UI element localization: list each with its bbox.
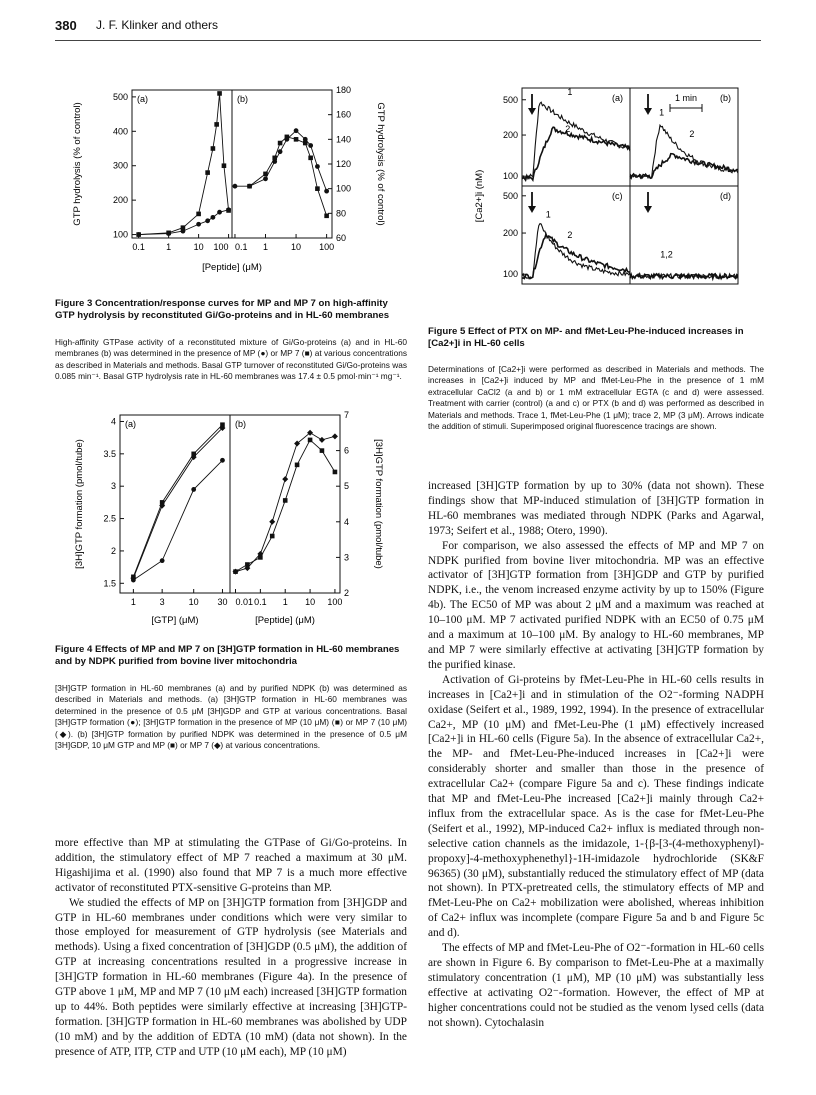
x-tick-label: 1 [282, 597, 288, 607]
data-point [269, 519, 275, 525]
data-point [278, 141, 283, 146]
data-point [315, 164, 320, 169]
data-point [282, 476, 288, 482]
x-tick-label: 10 [193, 242, 204, 252]
fig3-panel-a-label: (a) [137, 94, 148, 104]
fig5-panel [503, 87, 630, 186]
y-tick-label: 60 [336, 233, 347, 243]
series-line [250, 137, 327, 216]
figure3-chart [60, 80, 390, 280]
data-point [308, 156, 313, 161]
stimulus-arrow-icon [644, 206, 652, 213]
trace-label: 2 [565, 124, 571, 135]
y-tick-label: 5 [344, 481, 350, 492]
data-point [294, 128, 299, 133]
data-point [160, 558, 165, 563]
stimulus-arrow-icon [528, 206, 536, 213]
fig5-panel-label: (c) [612, 191, 623, 201]
data-point [217, 91, 222, 96]
body-paragraph: The effects of MP and fMet-Leu-Phe of O2⁻-formation in HL-60 cells are shown in Figure 6. By comparison to fMet-Leu-Phe at a maximally stimulatory concentration (1 μM), MP (10 μM) was substantially less effective at activating O2⁻-formation. However, the effect of MP at higher concentrations could not be studied as the venom lysed cells (data not shown). Cytochalasin [428, 942, 764, 1029]
calcium-trace [522, 127, 630, 180]
x-tick-label: 1 [263, 242, 269, 252]
figure4-chart [70, 405, 390, 630]
page-number: 380 [55, 18, 77, 33]
data-point [217, 210, 222, 215]
fig4-ylabel-right: [3H]GTP formation (pmol/tube) [373, 439, 384, 569]
trace-label: 1,2 [660, 249, 673, 260]
x-tick-label: 10 [305, 597, 316, 607]
running-header: J. F. Klinker and others [96, 18, 219, 32]
y-tick-label: 1.5 [103, 578, 116, 589]
stimulus-arrow-icon [644, 108, 652, 115]
body-paragraph: increased [3H]GTP formation by up to 30% (data not shown). These findings show that MP-induced stimulation of [3H]GTP formation in HL-60 membranes was mediated through NDPK (Parks and Agarwal, 1973; Seifert et al., 1988; Otero, 1990). [428, 480, 764, 537]
series-line [236, 440, 335, 572]
calcium-trace [630, 125, 738, 178]
x-tick-label: 1 [166, 242, 172, 252]
y-tick-label: 500 [502, 190, 518, 201]
fig4-xlabel-a: [GTP] (μM) [151, 615, 199, 626]
scale-bar-label: 1 min [674, 93, 698, 103]
data-point [220, 458, 225, 463]
body-paragraph: We studied the effects of MP on [3H]GTP formation from [3H]GDP and GTP in HL-60 membranes under conditions which were very similar to those employed for measurement of GTP hydrolysis (see Materials and methods). Using a fixed concentration of [3H]GDP (0.5 μM), the addition of GTP at increasing concentrations resulted in a progressive increase in [3H]GTP formation in HL-60 membranes (Figure 4a). In the presence of GTP above 1 μM, MP and MP 7 (10 μM each) increased [3H]GTP formation up to 44%. Both peptides were similarly effective at increasing [3H]GTP-formation. [3H]GTP formation in HL-60 membranes was abolished by UDP (10 mM) and by the addition of EDTA (10 mM) (data not shown). In the presence of ATP, ITP, CTP and UTP (10 μM each), MP (10 μM) [55, 896, 407, 1058]
data-point [295, 463, 300, 468]
trace-label: 2 [689, 129, 695, 139]
y-tick-label: 500 [502, 94, 518, 105]
trace-label: 2 [567, 229, 573, 240]
data-point [263, 172, 268, 177]
figure3-title: Figure 3 Concentration/response curves for MP and MP 7 on high-affinity GTP hydrolysis by reconstituted Gi/Go-proteins and in HL-60 membranes [55, 298, 390, 321]
y-tick-label: 180 [336, 85, 352, 95]
data-point [278, 149, 283, 154]
figure5-title: Figure 5 Effect of PTX on MP- and fMet-Leu-Phe-induced increases in [Ca2+]i in HL-60 cells [428, 326, 744, 349]
data-point [211, 146, 216, 151]
body-paragraph: more effective than MP at stimulating the GTPase of Gi/Go-proteins. In addition, the stimulatory effect of MP 7 reached a maximum at 30 μM. Higashijima et al. (1990) also found that MP 7 is a much more effective activator of reconstituted PTX-sensitive G-proteins than MP. [55, 837, 407, 894]
y-tick-label: 4 [110, 416, 116, 427]
y-tick-label: 2.5 [103, 513, 116, 524]
fig4-ylabel-left: [3H]GTP formation (pmol/tube) [74, 439, 85, 569]
body-left-column [55, 836, 407, 1060]
y-tick-label: 500 [112, 91, 128, 102]
data-point [308, 143, 313, 148]
x-tick-label: 100 [327, 597, 343, 607]
data-point [226, 208, 231, 213]
y-tick-label: 3.5 [103, 448, 116, 459]
fig4-frame-a [120, 415, 230, 593]
fig5-panel-label: (a) [612, 93, 623, 103]
header-rule [55, 40, 761, 41]
fig3-panel-a [113, 90, 232, 252]
y-tick-label: 200 [502, 228, 518, 239]
data-point [270, 534, 275, 539]
fig3-panel-b-label: (b) [237, 94, 248, 104]
data-point [332, 433, 338, 439]
y-tick-label: 80 [336, 208, 347, 219]
fig5-panel [503, 186, 630, 284]
y-tick-label: 400 [112, 126, 128, 137]
data-point [191, 487, 196, 492]
body-paragraph: Activation of Gi-proteins by fMet-Leu-Phe in HL-60 cells results in increases in [Ca2+]i and in stimulation of the O2⁻-forming NADPH oxidase (Seifert et al., 1989, 1992, 1994). In the presence of extracellular Ca2+, MP (10 μM) and fMet-Leu-Phe (1 μM) effectively increased [Ca2+]i in HL-60 cells (Figure 5a). In the absence of extracellular Ca2+, the MP- and fMet-Leu-Phe-induced increases in [Ca2+]i were considerably shorter and smaller than those in the presence of extracellular Ca2+ (compare Figure 5a and c). These findings indicate that MP and fMet-Leu-Phe increased [Ca2+]i mainly through Ca2+ influx from the extracellular space. As is the case for fMet-Leu-Phe (Seifert et al., 1992), MP-induced Ca2+ influx is mediated through non-selective cation channels as the imidazole, 1-{β-[3-(4-methoxyphenyl)-propoxy]-4-methoxyphenethyl}-1H-imidazole hydrochloride (SK&F 96365) (30 μM), substantially reduced the stimulatory effect of MP (data not shown). In PTX-pretreated cells, the stimulatory effects of MP and fMet-Leu-Phe on Ca2+ mobilization were abolished, whereas inhibition of Ca2+ influx was incomplete (compare Figure 5a and b and Figure 5c and d). [428, 673, 764, 940]
data-point [324, 189, 329, 194]
fig3-xlabel: [Peptide] (μM) [202, 262, 262, 273]
data-point [205, 170, 210, 175]
figure5-chart [470, 78, 780, 308]
figure5-caption: Determinations of [Ca2+]i were performed as described in Materials and methods. The increases in [Ca2+]i induced by MP and fMet-Leu-Phe in the presence of 1 mM extracellular CaCl2 (a and b) or 1 mM extracellular EGTA (c and d) were assessed. Treatment with carrier (control) (a and c) or PTX (b and d) was performed as described in Materials and methods. Trace 1, fMet-Leu-Phe (1 μM); trace 2, MP (3 μM). Arrows indicate the addition of stimuli. Superimposed original fluorescence tracings are shown. [428, 364, 764, 432]
y-tick-label: 100 [502, 171, 518, 182]
fig3-ylabel-left: GTP hydrolysis (% of control) [72, 102, 83, 226]
data-point [294, 137, 299, 142]
data-point [181, 225, 186, 230]
data-point [247, 184, 252, 189]
y-tick-label: 7 [344, 410, 350, 420]
data-point [320, 448, 325, 453]
data-point [233, 184, 238, 189]
data-point [196, 222, 201, 227]
time-scale-bar [670, 93, 702, 112]
x-tick-label: 3 [159, 597, 165, 607]
fig5-ylabel: [Ca2+]i (nM) [474, 169, 485, 223]
data-point [285, 135, 290, 140]
y-tick-label: 140 [336, 134, 352, 145]
x-tick-label: 100 [319, 242, 335, 252]
fig3-frame-a [132, 90, 232, 238]
y-tick-label: 2 [110, 545, 116, 556]
y-tick-label: 4 [344, 516, 350, 527]
x-tick-label: 0.1 [132, 242, 145, 252]
figure3-caption: High-affinity GTPase activity of a reconstituted mixture of Gi/Go-proteins (a) and in HL-60 membranes (b) was determined in the presence of MP (●) or MP 7 (■) at various concentrations as described in Materials and methods. Basal GTP turnover of reconstituted Gi/Go-proteins was 0.085 min⁻¹. Basal GTP hydrolysis rate in HL-60 membranes was 17.4 ± 0.5 pmol·min⁻¹ mg⁻¹. [55, 337, 407, 382]
fig5-panel-label: (b) [720, 93, 731, 103]
fig3-panel-b [232, 85, 351, 252]
data-point [214, 122, 219, 127]
data-point [211, 215, 216, 220]
x-tick-label: 30 [217, 597, 228, 607]
data-point [315, 186, 320, 191]
fig4-panel-a [103, 415, 230, 607]
data-point [283, 498, 288, 503]
y-tick-label: 200 [112, 195, 128, 206]
fig5-panel-label: (d) [720, 191, 731, 201]
trace-label: 1 [545, 209, 551, 220]
data-point [196, 212, 201, 217]
data-point [319, 437, 325, 443]
y-tick-label: 2 [344, 588, 350, 598]
data-point [222, 163, 227, 168]
y-tick-label: 100 [336, 183, 352, 194]
fig4-panel-b [230, 410, 349, 607]
x-tick-label: 1 [130, 597, 136, 607]
fig5-panel [630, 186, 738, 284]
x-tick-label: 0.1 [254, 597, 267, 607]
y-tick-label: 300 [112, 160, 128, 171]
data-point [263, 176, 268, 181]
data-point [303, 141, 308, 146]
data-point [333, 470, 338, 475]
y-tick-label: 3 [344, 552, 350, 563]
series-line [133, 428, 222, 578]
x-tick-label: 0.01 [235, 597, 254, 607]
data-point [324, 214, 329, 219]
stimulus-arrow-icon [528, 108, 536, 115]
series-line [235, 131, 327, 191]
y-tick-label: 200 [502, 130, 518, 141]
y-tick-label: 100 [112, 229, 128, 240]
y-tick-label: 6 [344, 445, 350, 456]
data-point [272, 156, 277, 161]
data-point [308, 438, 313, 443]
fig4-panel-a-label: (a) [125, 419, 136, 429]
series-line [139, 93, 229, 234]
calcium-trace [522, 224, 630, 279]
figure4-title: Figure 4 Effects of MP and MP 7 on [3H]GTP formation in HL-60 membranes and by NDPK purified from bovine liver mitochondria [55, 644, 400, 667]
y-tick-label: 160 [336, 109, 352, 120]
trace-label: 1 [567, 86, 573, 97]
trace-label: 1 [659, 107, 665, 118]
data-point [205, 218, 210, 223]
data-point [166, 231, 171, 236]
series-line [133, 425, 222, 577]
x-tick-label: 0.1 [234, 242, 248, 252]
x-tick-label: 10 [291, 242, 302, 252]
y-tick-label: 3 [110, 481, 116, 492]
x-tick-label: 10 [188, 597, 199, 607]
y-tick-label: 120 [336, 159, 352, 169]
fig4-xlabel-b: [Peptide] (μM) [255, 615, 315, 626]
fig4-panel-b-label: (b) [235, 419, 246, 429]
body-right-column [428, 479, 764, 1031]
x-tick-label: 100 [213, 242, 229, 252]
body-paragraph: For comparison, we also assessed the effects of MP and MP 7 on NDPK purified from bovine liver mitochondria. MP was an effective activator of [3H]GTP formation from [3H]GDP and GTP by purified NDPK, i.e., the venom increased enzyme activity by up to 150% (Figure 4b). The EC50 of MP was about 2 μM and a maximum was reached at 10–100 μM. MP 7 activated purified NDPK with an EC50 of 0.75 μM and a maximum at 10–100 μM. By analogy to HL-60 membranes, MP and MP 7 were similarly effective at activating [3H]GTP formation by the purified kinase. [428, 539, 764, 671]
data-point [136, 232, 141, 237]
figure4-caption: [3H]GTP formation in HL-60 membranes (a) and by purified NDPK (b) was determined as described in Materials and methods. (a) [3H]GTP formation in HL-60 membranes was determined in the presence of 0.5 μM [3H]GDP and GTP at various concentrations. Basal [3H]GTP formation (●); [3H]GTP formation in the presence of MP (10 μM) (■) or MP 7 (10 μM) (◆). (b) [3H]GTP formation by purified NDPK was determined in the presence of 0.5 μM [3H]GDP, 10 μM GTP and MP (■) or MP 7 (◆) at various concentrations. [55, 683, 407, 751]
calcium-trace [522, 234, 630, 278]
y-tick-label: 100 [502, 269, 518, 280]
fig3-ylabel-right: GTP hydrolysis (% of control) [375, 102, 386, 226]
